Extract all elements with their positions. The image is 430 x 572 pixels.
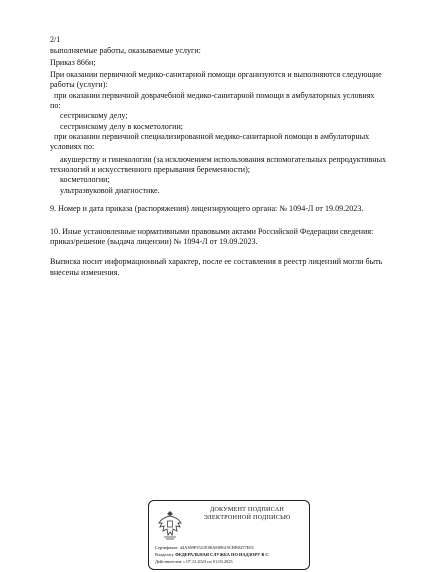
text-line: При оказании первичной медико-санитарной помощи организуются и выполняются следующие: [50, 70, 382, 79]
note-line-1: Выписка носит информационный характер, после ее составления в реестр лицензий могли быть: [50, 257, 383, 266]
electronic-signature-stamp: [148, 500, 310, 570]
item-9: 9. Номер и дата приказа (распоряжения) лицензирующего органа: № 1094-Л от 19.09.2023.: [50, 204, 364, 213]
text-line: технологий и искусственного прерывания беременности);: [50, 165, 251, 174]
validity-label: Действителен:: [155, 559, 183, 564]
text-line: сестринскому делу в косметологии;: [60, 122, 184, 131]
page-number: 2/1: [50, 35, 61, 44]
text-line: акушерству и гинекологии (за исключением использования вспомогательных репродуктивных: [60, 155, 387, 164]
text-line: при оказании первичной специализированной медико-санитарной помощи в амбулаторных: [54, 132, 370, 141]
text-line: по:: [50, 101, 61, 110]
owner-label: Владелец:: [155, 552, 174, 557]
stamp-title-line-1: ДОКУМЕНТ ПОДПИСАН: [209, 506, 285, 513]
certificate-line: [155, 545, 254, 551]
stamp-title: [189, 506, 305, 522]
owner-line: [155, 552, 269, 558]
certificate-value: 44A369F5521E08AE08610CBB0257E03: [179, 545, 254, 550]
text-line: Приказ 866н;: [50, 58, 96, 67]
text-line: работы (услуги):: [50, 80, 108, 89]
item-10-line-1: 10. Иные установленные нормативными правовыми актами Российской Федерации сведения:: [50, 227, 374, 236]
note-line-2: внесены изменения.: [50, 268, 120, 277]
text-line: условиях по:: [50, 142, 95, 151]
text-line: косметологии;: [60, 175, 110, 184]
text-line: сестринскому делу;: [60, 111, 128, 120]
certificate-label: Сертификат:: [155, 545, 179, 550]
owner-value: ФЕДЕРАЛЬНАЯ СЛУЖБА ПО НАДЗОРУ В С: [175, 552, 269, 557]
item-10-line-2: приказ/решение (выдача лицензии) № 1094-Л от 19.09.2023.: [50, 237, 258, 246]
text-line: выполняемые работы, оказываемые услуги:: [50, 46, 201, 55]
stamp-title-line-2: ЭЛЕКТРОННОЙ ПОДПИСЬЮ: [203, 514, 291, 521]
text-line: ультразвуковой диагностике.: [60, 186, 160, 195]
validity-value: с 07.12.2023 по 01.03.2025: [183, 559, 233, 564]
text-line: при оказании первичной доврачебной медико-санитарной помощи в амбулаторных условиях: [54, 91, 375, 100]
coat-of-arms-icon: [155, 507, 185, 543]
validity-line: [155, 559, 233, 565]
